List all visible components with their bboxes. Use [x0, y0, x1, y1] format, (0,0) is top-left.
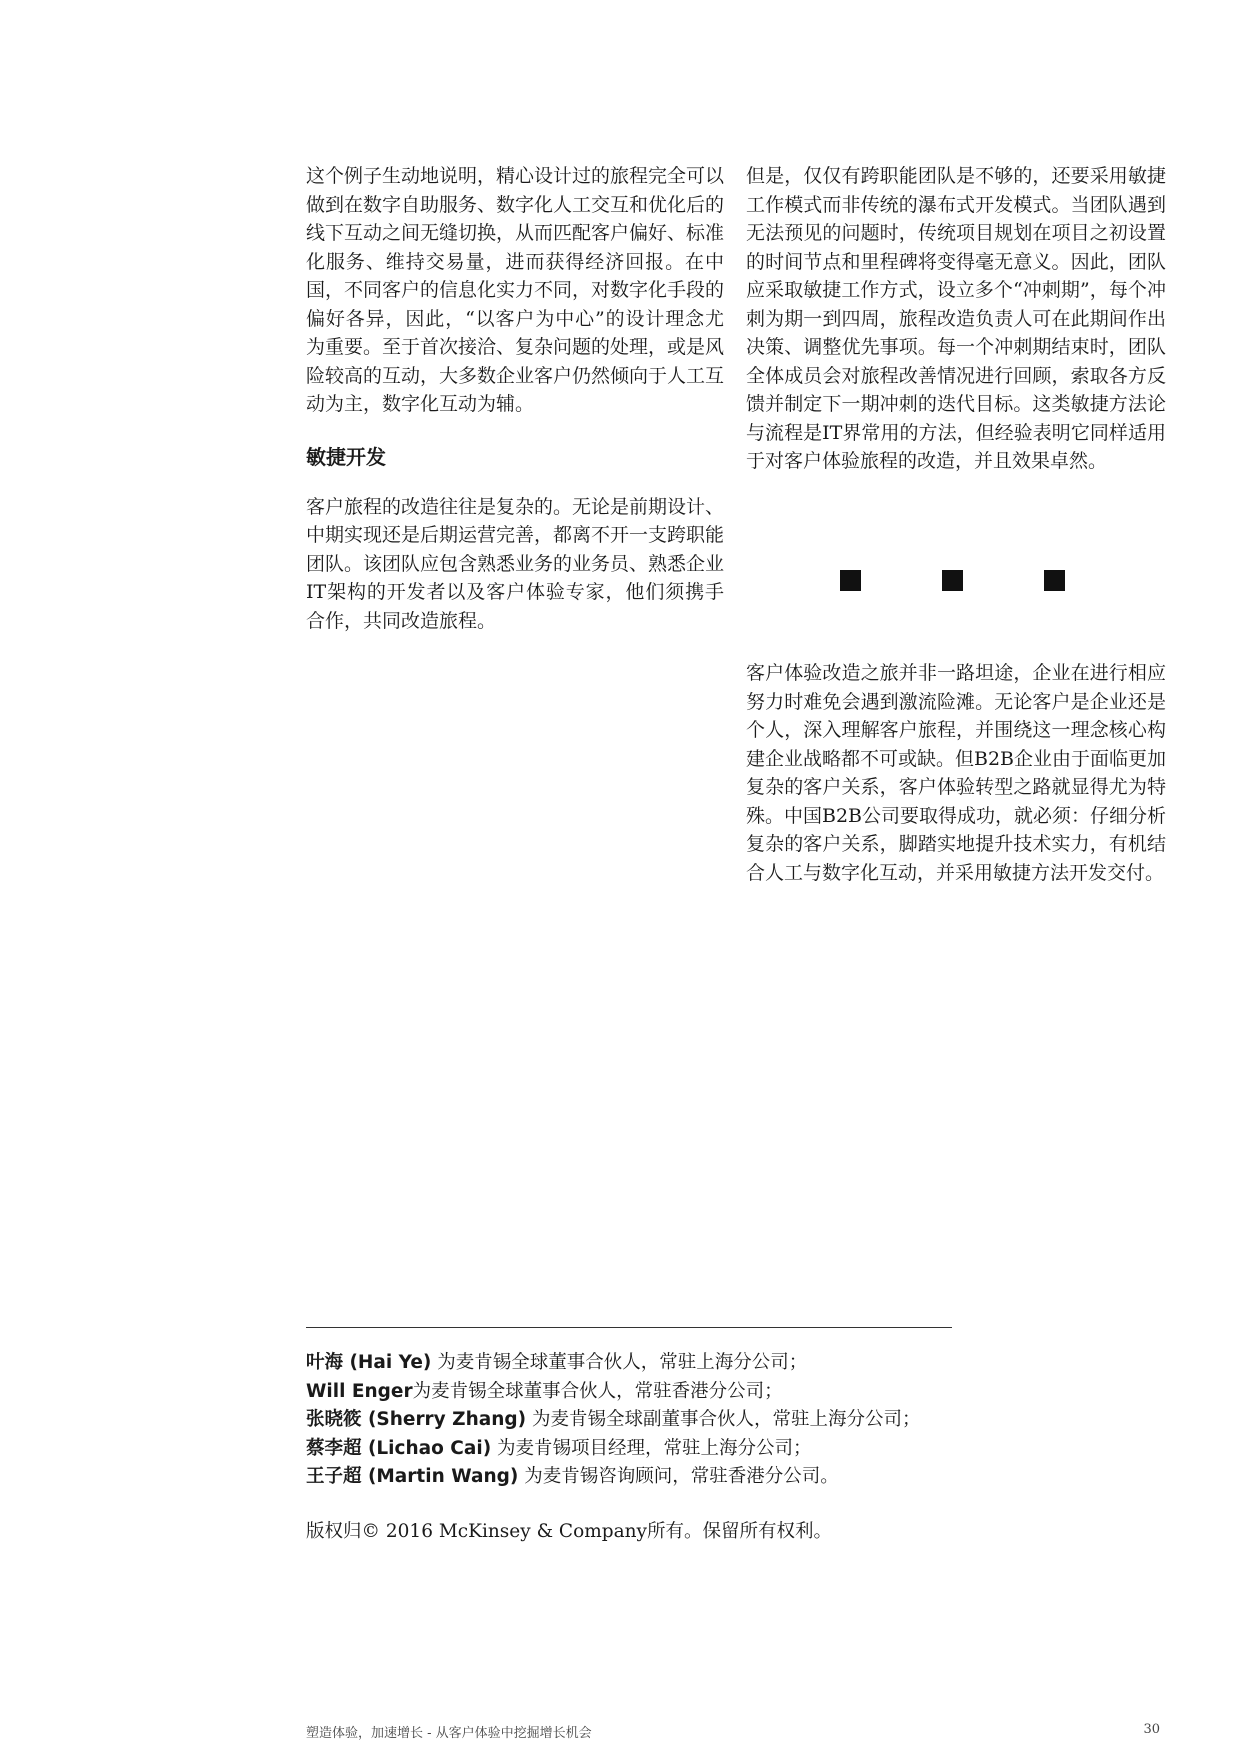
left-column [306, 162, 724, 635]
author-description: 为麦肯锡项目经理，常驻上海分公司； [491, 1437, 812, 1459]
right-column [746, 162, 1166, 476]
author-list [306, 1349, 1206, 1492]
authors-divider [306, 1327, 952, 1328]
author-entry [306, 1349, 1206, 1378]
copyright-notice: 版权归© 2016 McKinsey & Company所有。保留所有权利。 [306, 1521, 832, 1542]
body-paragraph-agile-method: 但是，仅仅有跨职能团队是不够的，还要采用敏捷工作模式而非传统的瀑布式开发模式。当团队遇到无法预见的问题时，传统项目规划在项目之初设置的时间节点和里程碑将变得毫无意义。因此，团队应采取敏捷工作方式，设立多个“冲刺期”，每个冲刺为期一到四周，旅程改造负责人可在此期间作出决策、调整优先事项。每一个冲刺期结束时，团队全体成员会对旅程改善情况进行回顾，索取各方反馈并制定下一期冲刺的迭代目标。这类敏捷方法论与流程是IT界常用的方法，但经验表明它同样适用于对客户体验旅程的改造，并且效果卓然。 [746, 165, 1166, 472]
author-name: 蔡李超 (Lichao Cai) [306, 1437, 492, 1459]
page-number: 30 [1143, 1722, 1160, 1737]
divider-square-icon [1044, 570, 1065, 591]
conclusion-paragraph: 客户体验改造之旅并非一路坦途，企业在进行相应努力时难免会遇到激流险滩。无论客户是企业还是个人，深入理解客户旅程，并围绕这一理念核心构建企业战略都不可或缺。但B2B企业由于面临更加复杂的客户关系，客户体验转型之路就显得尤为特殊。中国B2B公司要取得成功，就必须：仔细分析复杂的客户关系，脚踏实地提升技术实力，有机结合人工与数字化互动，并采用敏捷方法开发交付。 [746, 662, 1167, 884]
author-description: 为麦肯锡咨询顾问，常驻香港分公司。 [518, 1466, 839, 1487]
author-entry [306, 1406, 1206, 1435]
section-divider-squares [840, 570, 1070, 592]
author-description: 为麦肯锡全球副董事合伙人，常驻上海分公司； [526, 1409, 921, 1430]
divider-square-icon [942, 570, 963, 591]
author-entry [306, 1435, 1206, 1464]
author-entry [306, 1378, 1206, 1407]
body-paragraph-intro: 这个例子生动地说明，精心设计过的旅程完全可以做到在数字自助服务、数字化人工交互和优化后的线下互动之间无缝切换，从而匹配客户偏好、标准化服务、维持交易量，进而获得经济回报。在中国，不同客户的信息化实力不同，对数字化手段的偏好各异，因此，“以客户为中心”的设计理念尤为重要。至于首次接洽、复杂问题的处理，或是风险较高的互动，大多数企业客户仍然倾向于人工互动为主，数字化互动为辅。 [306, 165, 725, 415]
author-description: 为麦肯锡全球董事合伙人，常驻上海分公司； [431, 1352, 808, 1373]
author-name: 叶海 (Hai Ye) [306, 1352, 432, 1373]
author-description: 为麦肯锡全球董事合伙人，常驻香港分公司； [412, 1380, 783, 1402]
author-entry [306, 1463, 1206, 1492]
divider-square-icon [840, 570, 861, 591]
body-paragraph-cross-functional: 客户旅程的改造往往是复杂的。无论是前期设计、中期实现还是后期运营完善，都离不开一支跨职能团队。该团队应包含熟悉业务的业务员、熟悉企业IT架构的开发者以及客户体验专家，他们须携手合作，共同改造旅程。 [306, 495, 725, 632]
section-heading-agile: 敏捷开发 [306, 444, 386, 469]
footer-title: 塑造体验，加速增长 - 从客户体验中挖掘增长机会 [306, 1726, 592, 1741]
author-name: 张晓筱 (Sherry Zhang) [306, 1409, 527, 1430]
author-name: Will Enger [306, 1380, 413, 1402]
author-name: 王子超 (Martin Wang) [306, 1466, 519, 1487]
